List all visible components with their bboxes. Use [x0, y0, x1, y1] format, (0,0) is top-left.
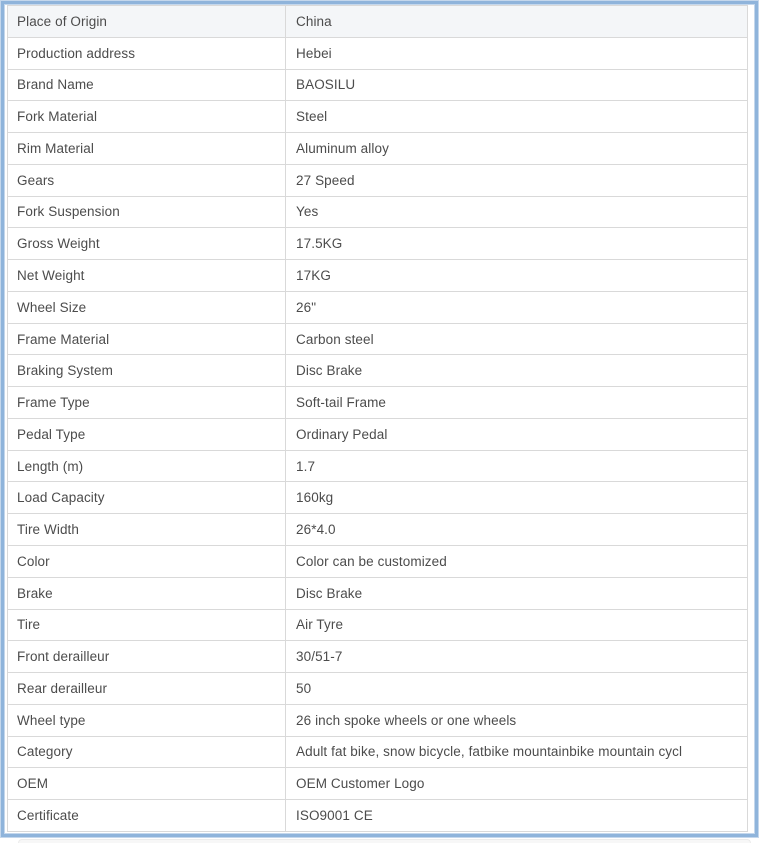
spec-label: Fork Suspension: [8, 197, 286, 228]
table-row: [8, 673, 747, 705]
spec-label: Tire: [8, 610, 286, 641]
table-row: [8, 482, 747, 514]
spec-value: Ordinary Pedal: [296, 426, 388, 442]
spec-value: 17.5KG: [296, 236, 343, 252]
spec-value: 50: [296, 680, 312, 696]
spec-label: Gears: [8, 165, 286, 196]
spec-label: Braking System: [8, 355, 286, 386]
spec-value: Adult fat bike, snow bicycle, fatbike mountainbike mountain cycl: [296, 744, 683, 760]
spec-value: Carbon steel: [296, 331, 374, 347]
table-row: [8, 419, 747, 451]
table-row: [8, 324, 747, 356]
spec-label: Front derailleur: [8, 641, 286, 672]
table-row: [8, 260, 747, 292]
spec-label: Load Capacity: [8, 482, 286, 513]
table-row: [8, 70, 747, 102]
table-row: [8, 705, 747, 737]
table-row: [8, 133, 747, 165]
spec-label: Frame Type: [8, 387, 286, 418]
table-row: [8, 578, 747, 610]
next-section-edge: [18, 839, 751, 843]
spec-value: 30/51-7: [296, 649, 343, 665]
spec-value: Disc Brake: [296, 585, 363, 601]
table-row: [8, 228, 747, 260]
spec-label: Fork Material: [8, 101, 286, 132]
spec-value: 26 inch spoke wheels or one wheels: [296, 712, 517, 728]
spec-value: Color can be customized: [296, 553, 447, 569]
spec-label: Wheel Size: [8, 292, 286, 323]
spec-value: 26": [296, 299, 317, 315]
spec-value: 160kg: [296, 490, 334, 506]
spec-value: 1.7: [296, 458, 316, 474]
spec-label: Pedal Type: [8, 419, 286, 450]
spec-value: Disc Brake: [296, 363, 363, 379]
table-row: [8, 165, 747, 197]
table-row: [8, 514, 747, 546]
spec-label: Length (m): [8, 451, 286, 482]
spec-label: Production address: [8, 38, 286, 69]
table-row: [8, 546, 747, 578]
spec-table: [7, 5, 748, 832]
table-row: [8, 6, 747, 38]
spec-value: Hebei: [296, 45, 332, 61]
spec-value: Steel: [296, 109, 328, 125]
spec-label: Frame Material: [8, 324, 286, 355]
spec-label: Wheel type: [8, 705, 286, 736]
spec-value: Air Tyre: [296, 617, 344, 633]
table-row: [8, 451, 747, 483]
spec-value: Yes: [296, 204, 319, 220]
spec-label: Certificate: [8, 800, 286, 831]
spec-label: Rear derailleur: [8, 673, 286, 704]
spec-label: Net Weight: [8, 260, 286, 291]
spec-card-frame-core: [1, 1, 758, 837]
spec-value: Aluminum alloy: [296, 140, 389, 156]
table-row: [8, 387, 747, 419]
spec-label: Brand Name: [8, 70, 286, 101]
spec-value: BAOSILU: [296, 77, 356, 93]
spec-value: 17KG: [296, 268, 331, 283]
spec-value: 27 Speed: [296, 172, 355, 188]
spec-label: Rim Material: [8, 133, 286, 164]
spec-label: Gross Weight: [8, 228, 286, 259]
spec-value: Soft-tail Frame: [296, 395, 387, 411]
spec-value: OEM Customer Logo: [296, 776, 425, 792]
spec-value: ISO9001 CE: [296, 808, 373, 824]
table-row: [8, 38, 747, 70]
spec-label: Category: [8, 737, 286, 768]
table-row: [8, 768, 747, 800]
table-row: [8, 197, 747, 229]
spec-label: OEM: [8, 768, 286, 799]
spec-card-frame-inner: [4, 4, 755, 834]
spec-value: 26*4.0: [296, 522, 336, 538]
table-row: [8, 737, 747, 769]
spec-label: Tire Width: [8, 514, 286, 545]
table-row: [8, 800, 747, 831]
spec-value: China: [296, 13, 332, 29]
table-row: [8, 292, 747, 324]
table-row: [8, 610, 747, 642]
spec-label: Color: [8, 546, 286, 577]
spec-label: Brake: [8, 578, 286, 609]
table-row: [8, 641, 747, 673]
table-row: [8, 101, 747, 133]
table-row: [8, 355, 747, 387]
spec-label: Place of Origin: [8, 6, 286, 37]
